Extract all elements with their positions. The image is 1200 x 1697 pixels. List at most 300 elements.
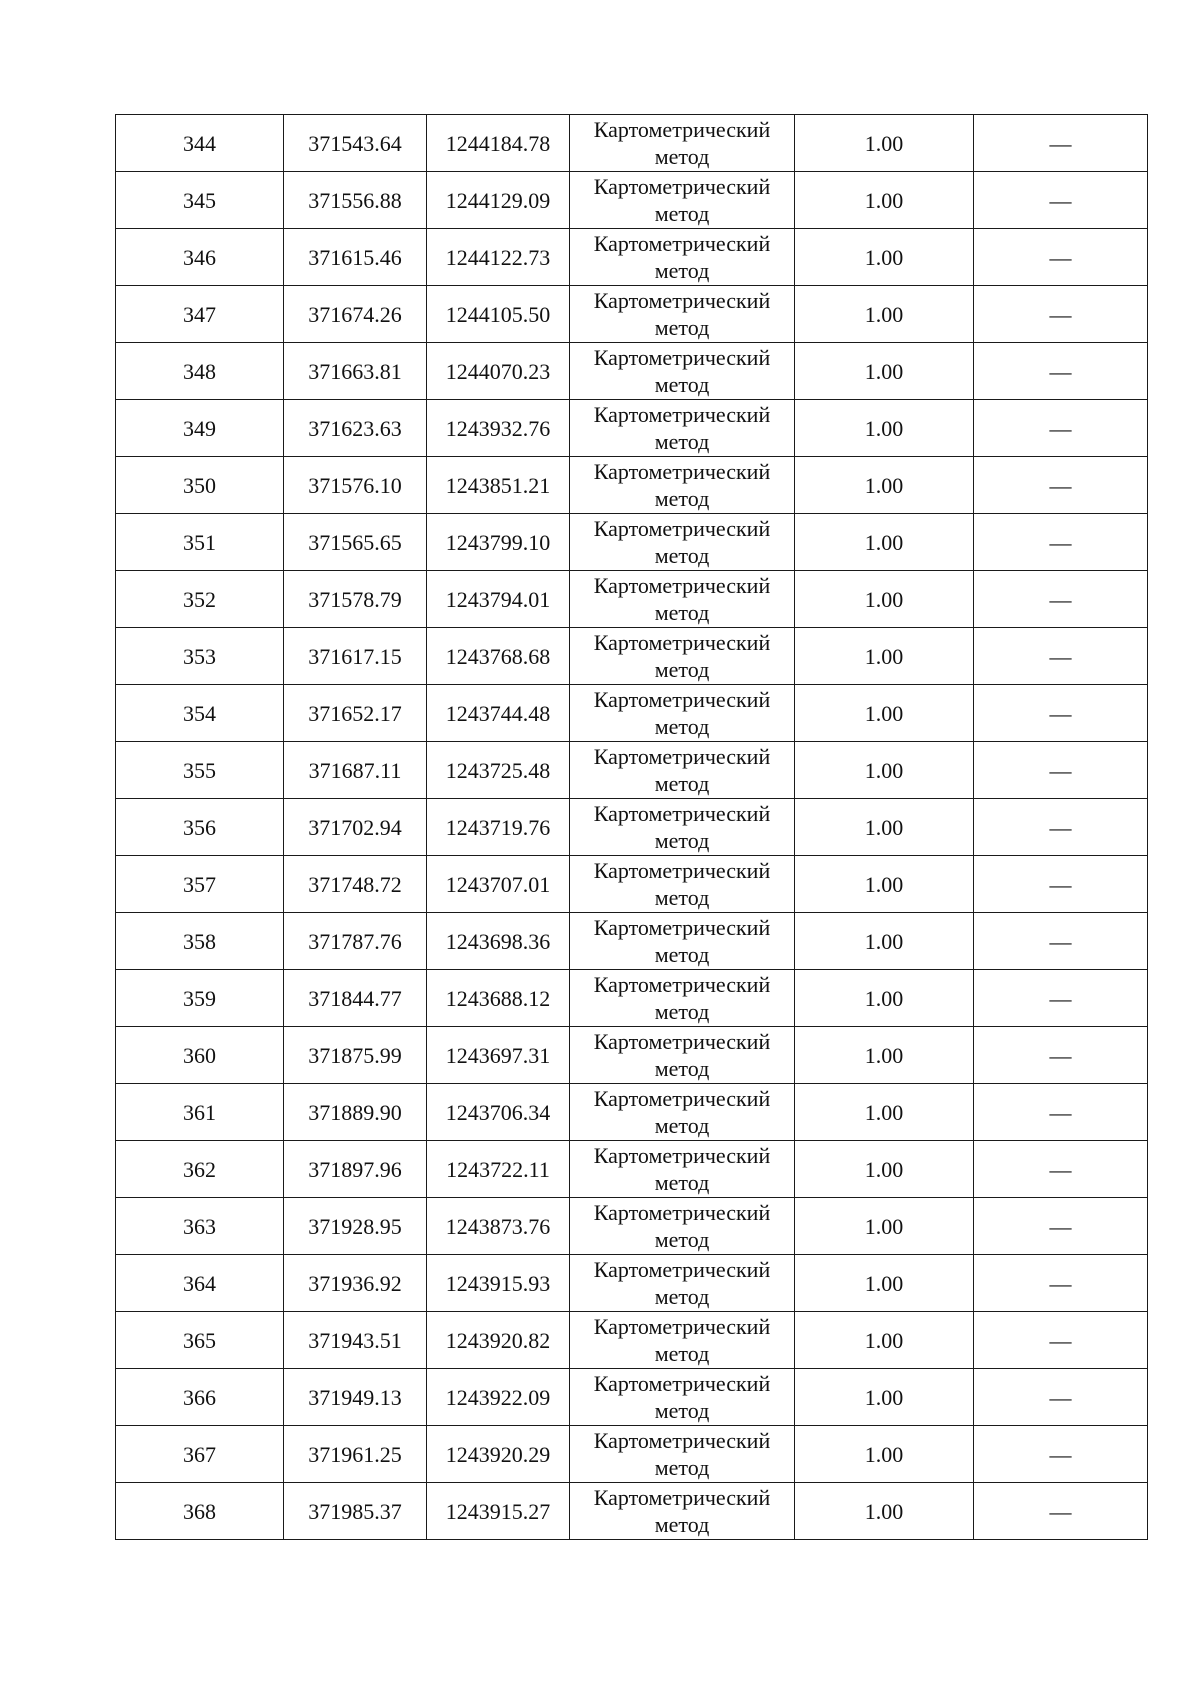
point-number-cell — [116, 628, 284, 685]
y-coordinate-cell — [427, 343, 570, 400]
accuracy-text: 1.00 — [864, 472, 904, 498]
table-row — [116, 400, 1148, 457]
coordinates-table — [115, 114, 1148, 1540]
method-cell — [570, 115, 795, 172]
description-cell — [974, 115, 1148, 172]
method-text: Картометрический метод — [593, 345, 771, 397]
x-coordinate-text: 371652.17 — [308, 700, 402, 726]
accuracy-cell — [795, 514, 974, 571]
table-row — [116, 286, 1148, 343]
method-text: Картометрический метод — [593, 744, 771, 796]
x-coordinate-cell — [284, 685, 427, 742]
description-cell — [974, 286, 1148, 343]
method-text: Картометрический метод — [593, 573, 771, 625]
description-text: — — [1049, 529, 1072, 555]
x-coordinate-text: 371687.11 — [308, 757, 402, 783]
description-cell — [974, 1255, 1148, 1312]
table-row — [116, 1084, 1148, 1141]
point-number-cell — [116, 457, 284, 514]
y-coordinate-cell — [427, 799, 570, 856]
x-coordinate-cell — [284, 1255, 427, 1312]
y-coordinate-text: 1243719.76 — [445, 814, 551, 840]
description-text: — — [1049, 1498, 1072, 1524]
point-number-cell — [116, 514, 284, 571]
x-coordinate-text: 371674.26 — [308, 301, 402, 327]
method-text: Картометрический метод — [593, 459, 771, 511]
method-text: Картометрический метод — [593, 288, 771, 340]
table-row — [116, 1369, 1148, 1426]
table-row — [116, 1255, 1148, 1312]
accuracy-text: 1.00 — [864, 301, 904, 327]
point-number-cell — [116, 856, 284, 913]
x-coordinate-text: 371844.77 — [308, 985, 402, 1011]
table-row — [116, 172, 1148, 229]
description-text: — — [1049, 1384, 1072, 1410]
y-coordinate-text: 1243920.82 — [445, 1327, 551, 1353]
point-number-cell — [116, 1198, 284, 1255]
y-coordinate-text: 1243722.11 — [446, 1156, 550, 1182]
description-cell — [974, 571, 1148, 628]
table-row — [116, 343, 1148, 400]
x-coordinate-cell — [284, 1312, 427, 1369]
table-row — [116, 970, 1148, 1027]
y-coordinate-text: 1243706.34 — [445, 1099, 551, 1125]
point-number-text: 348 — [183, 358, 216, 384]
accuracy-text: 1.00 — [864, 244, 904, 270]
accuracy-text: 1.00 — [864, 928, 904, 954]
description-cell — [974, 229, 1148, 286]
description-cell — [974, 628, 1148, 685]
x-coordinate-cell — [284, 970, 427, 1027]
point-number-text: 352 — [183, 586, 216, 612]
accuracy-cell — [795, 172, 974, 229]
point-number-text: 344 — [183, 130, 216, 156]
x-coordinate-cell — [284, 457, 427, 514]
point-number-cell — [116, 685, 284, 742]
y-coordinate-text: 1243799.10 — [445, 529, 551, 555]
description-cell — [974, 1426, 1148, 1483]
method-cell — [570, 172, 795, 229]
point-number-text: 359 — [183, 985, 216, 1011]
accuracy-text: 1.00 — [864, 1213, 904, 1239]
x-coordinate-cell — [284, 1198, 427, 1255]
x-coordinate-text: 371556.88 — [308, 187, 402, 213]
accuracy-cell — [795, 229, 974, 286]
point-number-text: 353 — [183, 643, 216, 669]
table-row — [116, 685, 1148, 742]
accuracy-text: 1.00 — [864, 415, 904, 441]
method-cell — [570, 685, 795, 742]
description-text: — — [1049, 700, 1072, 726]
description-cell — [974, 799, 1148, 856]
description-text: — — [1049, 1213, 1072, 1239]
point-number-text: 346 — [183, 244, 216, 270]
x-coordinate-text: 371961.25 — [308, 1441, 402, 1467]
y-coordinate-cell — [427, 1198, 570, 1255]
description-text: — — [1049, 814, 1072, 840]
method-cell — [570, 913, 795, 970]
point-number-text: 357 — [183, 871, 216, 897]
accuracy-text: 1.00 — [864, 1270, 904, 1296]
description-text: — — [1049, 472, 1072, 498]
method-cell — [570, 856, 795, 913]
y-coordinate-cell — [427, 400, 570, 457]
point-number-text: 358 — [183, 928, 216, 954]
method-text: Картометрический метод — [593, 1428, 771, 1480]
accuracy-cell — [795, 685, 974, 742]
y-coordinate-cell — [427, 1027, 570, 1084]
point-number-text: 363 — [183, 1213, 216, 1239]
description-cell — [974, 172, 1148, 229]
accuracy-text: 1.00 — [864, 643, 904, 669]
method-text: Картометрический метод — [593, 1485, 771, 1537]
point-number-cell — [116, 286, 284, 343]
point-number-cell — [116, 1141, 284, 1198]
accuracy-text: 1.00 — [864, 187, 904, 213]
point-number-cell — [116, 742, 284, 799]
method-text: Картометрический метод — [593, 516, 771, 568]
point-number-cell — [116, 400, 284, 457]
method-text: Картометрический метод — [593, 174, 771, 226]
x-coordinate-text: 371615.46 — [308, 244, 402, 270]
y-coordinate-text: 1244070.23 — [445, 358, 551, 384]
description-cell — [974, 1198, 1148, 1255]
accuracy-cell — [795, 1027, 974, 1084]
point-number-text: 368 — [183, 1498, 216, 1524]
y-coordinate-text: 1243851.21 — [445, 472, 551, 498]
description-cell — [974, 685, 1148, 742]
method-text: Картометрический метод — [593, 1200, 771, 1252]
table-row — [116, 571, 1148, 628]
x-coordinate-text: 371663.81 — [308, 358, 402, 384]
description-cell — [974, 1483, 1148, 1540]
accuracy-cell — [795, 628, 974, 685]
description-text: — — [1049, 1099, 1072, 1125]
accuracy-cell — [795, 1483, 974, 1540]
description-cell — [974, 343, 1148, 400]
x-coordinate-cell — [284, 229, 427, 286]
method-text: Картометрический метод — [593, 1314, 771, 1366]
method-text: Картометрический метод — [593, 231, 771, 283]
method-text: Картометрический метод — [593, 1143, 771, 1195]
description-text: — — [1049, 928, 1072, 954]
x-coordinate-cell — [284, 913, 427, 970]
y-coordinate-cell — [427, 115, 570, 172]
point-number-cell — [116, 1027, 284, 1084]
point-number-cell — [116, 229, 284, 286]
description-cell — [974, 1027, 1148, 1084]
x-coordinate-cell — [284, 343, 427, 400]
table-row — [116, 514, 1148, 571]
method-cell — [570, 1141, 795, 1198]
y-coordinate-cell — [427, 1141, 570, 1198]
y-coordinate-text: 1243697.31 — [445, 1042, 551, 1068]
x-coordinate-cell — [284, 115, 427, 172]
point-number-text: 367 — [183, 1441, 216, 1467]
description-text: — — [1049, 757, 1072, 783]
x-coordinate-text: 371565.65 — [308, 529, 402, 555]
accuracy-cell — [795, 457, 974, 514]
y-coordinate-text: 1243794.01 — [445, 586, 551, 612]
table-row — [116, 1141, 1148, 1198]
accuracy-cell — [795, 400, 974, 457]
point-number-text: 354 — [183, 700, 216, 726]
accuracy-cell — [795, 1141, 974, 1198]
accuracy-text: 1.00 — [864, 586, 904, 612]
y-coordinate-text: 1243768.68 — [445, 643, 551, 669]
y-coordinate-text: 1243698.36 — [445, 928, 551, 954]
y-coordinate-text: 1244184.78 — [445, 130, 551, 156]
description-text: — — [1049, 1327, 1072, 1353]
x-coordinate-text: 371787.76 — [308, 928, 402, 954]
point-number-text: 366 — [183, 1384, 216, 1410]
y-coordinate-cell — [427, 685, 570, 742]
x-coordinate-cell — [284, 856, 427, 913]
accuracy-text: 1.00 — [864, 529, 904, 555]
description-cell — [974, 1312, 1148, 1369]
point-number-text: 345 — [183, 187, 216, 213]
method-cell — [570, 286, 795, 343]
table-row — [116, 1426, 1148, 1483]
accuracy-text: 1.00 — [864, 814, 904, 840]
method-text: Картометрический метод — [593, 687, 771, 739]
y-coordinate-cell — [427, 1084, 570, 1141]
method-cell — [570, 343, 795, 400]
point-number-cell — [116, 799, 284, 856]
point-number-cell — [116, 1426, 284, 1483]
accuracy-cell — [795, 742, 974, 799]
accuracy-cell — [795, 856, 974, 913]
x-coordinate-text: 371897.96 — [308, 1156, 402, 1182]
point-number-cell — [116, 571, 284, 628]
table-row — [116, 1483, 1148, 1540]
accuracy-text: 1.00 — [864, 700, 904, 726]
description-text: — — [1049, 1270, 1072, 1296]
point-number-cell — [116, 913, 284, 970]
point-number-text: 365 — [183, 1327, 216, 1353]
description-cell — [974, 913, 1148, 970]
method-text: Картометрический метод — [593, 858, 771, 910]
accuracy-text: 1.00 — [864, 358, 904, 384]
y-coordinate-cell — [427, 571, 570, 628]
accuracy-cell — [795, 1369, 974, 1426]
x-coordinate-cell — [284, 799, 427, 856]
method-cell — [570, 1312, 795, 1369]
x-coordinate-text: 371889.90 — [308, 1099, 402, 1125]
accuracy-text: 1.00 — [864, 1099, 904, 1125]
description-cell — [974, 1369, 1148, 1426]
accuracy-text: 1.00 — [864, 985, 904, 1011]
method-cell — [570, 229, 795, 286]
description-text: — — [1049, 1441, 1072, 1467]
y-coordinate-text: 1243932.76 — [445, 415, 551, 441]
method-text: Картометрический метод — [593, 1371, 771, 1423]
accuracy-text: 1.00 — [864, 1327, 904, 1353]
description-text: — — [1049, 244, 1072, 270]
table-row — [116, 799, 1148, 856]
table-row — [116, 913, 1148, 970]
x-coordinate-cell — [284, 514, 427, 571]
y-coordinate-cell — [427, 970, 570, 1027]
method-text: Картометрический метод — [593, 915, 771, 967]
point-number-text: 351 — [183, 529, 216, 555]
method-cell — [570, 628, 795, 685]
table-row — [116, 1312, 1148, 1369]
method-text: Картометрический метод — [593, 117, 771, 169]
method-text: Картометрический метод — [593, 972, 771, 1024]
method-cell — [570, 1369, 795, 1426]
y-coordinate-text: 1244122.73 — [445, 244, 551, 270]
table-row — [116, 457, 1148, 514]
description-cell — [974, 742, 1148, 799]
point-number-text: 355 — [183, 757, 216, 783]
x-coordinate-text: 371623.63 — [308, 415, 402, 441]
y-coordinate-text: 1243915.27 — [445, 1498, 551, 1524]
point-number-cell — [116, 970, 284, 1027]
y-coordinate-cell — [427, 1369, 570, 1426]
x-coordinate-cell — [284, 628, 427, 685]
table-row — [116, 856, 1148, 913]
x-coordinate-text: 371748.72 — [308, 871, 402, 897]
y-coordinate-cell — [427, 628, 570, 685]
accuracy-cell — [795, 1198, 974, 1255]
description-cell — [974, 1141, 1148, 1198]
accuracy-cell — [795, 1255, 974, 1312]
y-coordinate-cell — [427, 1483, 570, 1540]
method-cell — [570, 1255, 795, 1312]
point-number-text: 364 — [183, 1270, 216, 1296]
description-text: — — [1049, 358, 1072, 384]
y-coordinate-cell — [427, 856, 570, 913]
y-coordinate-cell — [427, 286, 570, 343]
accuracy-cell — [795, 1084, 974, 1141]
accuracy-text: 1.00 — [864, 1384, 904, 1410]
method-cell — [570, 457, 795, 514]
x-coordinate-cell — [284, 1027, 427, 1084]
description-text: — — [1049, 985, 1072, 1011]
method-text: Картометрический метод — [593, 1086, 771, 1138]
method-cell — [570, 400, 795, 457]
x-coordinate-text: 371576.10 — [308, 472, 402, 498]
method-cell — [570, 1426, 795, 1483]
description-cell — [974, 514, 1148, 571]
description-cell — [974, 970, 1148, 1027]
y-coordinate-text: 1244105.50 — [445, 301, 551, 327]
accuracy-cell — [795, 970, 974, 1027]
point-number-cell — [116, 343, 284, 400]
point-number-text: 360 — [183, 1042, 216, 1068]
x-coordinate-text: 371875.99 — [308, 1042, 402, 1068]
point-number-text: 361 — [183, 1099, 216, 1125]
x-coordinate-cell — [284, 1141, 427, 1198]
accuracy-text: 1.00 — [864, 871, 904, 897]
point-number-text: 350 — [183, 472, 216, 498]
accuracy-cell — [795, 1426, 974, 1483]
description-text: — — [1049, 1042, 1072, 1068]
x-coordinate-text: 371578.79 — [308, 586, 402, 612]
table-row — [116, 742, 1148, 799]
y-coordinate-cell — [427, 229, 570, 286]
point-number-text: 349 — [183, 415, 216, 441]
description-cell — [974, 1084, 1148, 1141]
method-cell — [570, 1198, 795, 1255]
point-number-cell — [116, 172, 284, 229]
x-coordinate-cell — [284, 1483, 427, 1540]
table-row — [116, 115, 1148, 172]
description-text: — — [1049, 643, 1072, 669]
x-coordinate-text: 371949.13 — [308, 1384, 402, 1410]
accuracy-text: 1.00 — [864, 757, 904, 783]
x-coordinate-text: 371543.64 — [308, 130, 402, 156]
description-text: — — [1049, 187, 1072, 213]
accuracy-cell — [795, 1312, 974, 1369]
accuracy-text: 1.00 — [864, 1156, 904, 1182]
y-coordinate-cell — [427, 1255, 570, 1312]
point-number-cell — [116, 1369, 284, 1426]
x-coordinate-cell — [284, 742, 427, 799]
table-row — [116, 1027, 1148, 1084]
table-row — [116, 1198, 1148, 1255]
description-text: — — [1049, 586, 1072, 612]
x-coordinate-text: 371617.15 — [308, 643, 402, 669]
description-text: — — [1049, 301, 1072, 327]
description-cell — [974, 856, 1148, 913]
description-cell — [974, 457, 1148, 514]
method-cell — [570, 514, 795, 571]
y-coordinate-text: 1243688.12 — [445, 985, 551, 1011]
accuracy-text: 1.00 — [864, 1498, 904, 1524]
accuracy-cell — [795, 115, 974, 172]
accuracy-cell — [795, 343, 974, 400]
y-coordinate-text: 1243915.93 — [445, 1270, 551, 1296]
description-text: — — [1049, 415, 1072, 441]
table-row — [116, 628, 1148, 685]
method-cell — [570, 1483, 795, 1540]
accuracy-cell — [795, 286, 974, 343]
point-number-cell — [116, 1483, 284, 1540]
y-coordinate-text: 1243744.48 — [445, 700, 551, 726]
x-coordinate-cell — [284, 571, 427, 628]
method-cell — [570, 970, 795, 1027]
method-text: Картометрический метод — [593, 801, 771, 853]
accuracy-cell — [795, 913, 974, 970]
y-coordinate-cell — [427, 172, 570, 229]
x-coordinate-text: 371985.37 — [308, 1498, 402, 1524]
y-coordinate-cell — [427, 742, 570, 799]
x-coordinate-text: 371943.51 — [308, 1327, 402, 1353]
method-cell — [570, 1027, 795, 1084]
x-coordinate-cell — [284, 1426, 427, 1483]
y-coordinate-text: 1244129.09 — [445, 187, 551, 213]
y-coordinate-cell — [427, 1426, 570, 1483]
method-cell — [570, 799, 795, 856]
x-coordinate-text: 371936.92 — [308, 1270, 402, 1296]
description-text: — — [1049, 871, 1072, 897]
method-cell — [570, 571, 795, 628]
method-text: Картометрический метод — [593, 1257, 771, 1309]
point-number-text: 356 — [183, 814, 216, 840]
y-coordinate-cell — [427, 1312, 570, 1369]
x-coordinate-text: 371928.95 — [308, 1213, 402, 1239]
point-number-text: 362 — [183, 1156, 216, 1182]
accuracy-text: 1.00 — [864, 1042, 904, 1068]
method-cell — [570, 1084, 795, 1141]
point-number-cell — [116, 115, 284, 172]
y-coordinate-cell — [427, 457, 570, 514]
x-coordinate-text: 371702.94 — [308, 814, 402, 840]
method-text: Картометрический метод — [593, 1029, 771, 1081]
point-number-cell — [116, 1255, 284, 1312]
